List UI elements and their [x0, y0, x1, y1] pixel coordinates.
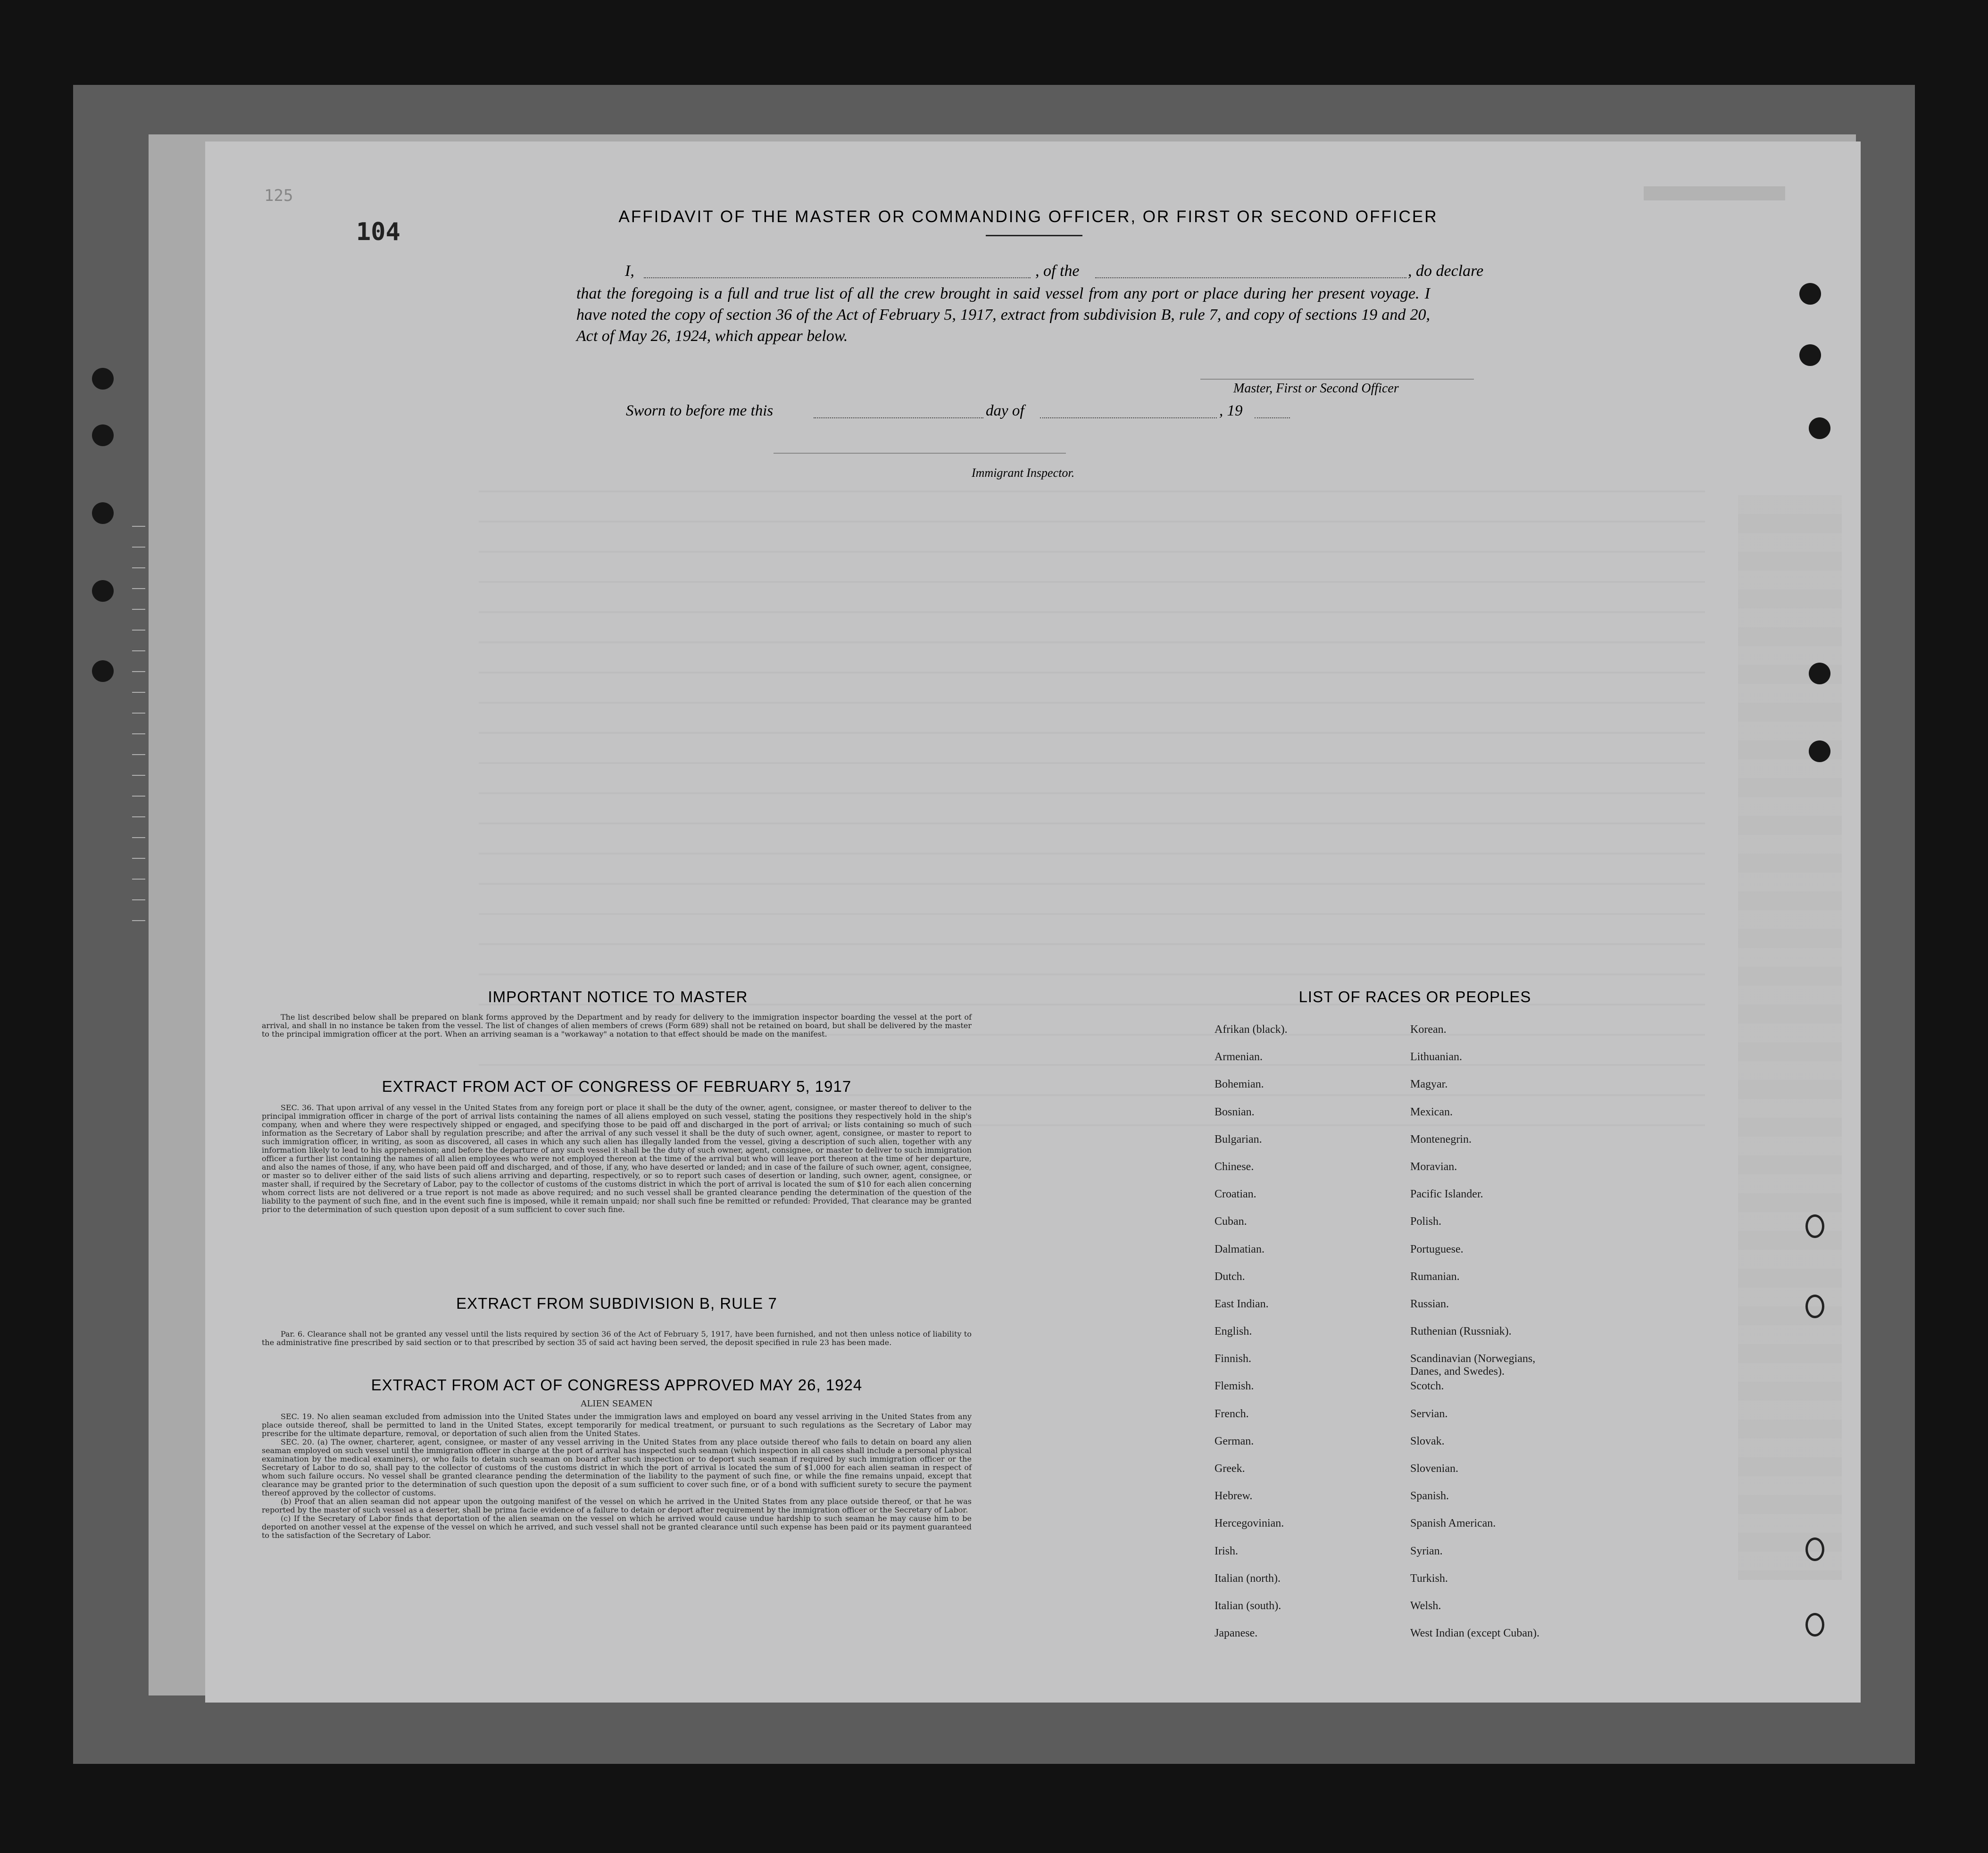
race-entry: Turkish. — [1410, 1572, 1448, 1585]
punch-hole-right-2 — [1799, 344, 1821, 366]
race-entry: Spanish. — [1410, 1490, 1449, 1503]
inspector-label: Immigrant Inspector. — [972, 466, 1075, 480]
race-entry: Dalmatian. — [1214, 1243, 1264, 1255]
race-entry: Croatian. — [1214, 1188, 1256, 1201]
extract-1924-text — [262, 1413, 972, 1540]
race-entry: Chinese. — [1214, 1160, 1254, 1173]
rule7-text — [262, 1330, 972, 1347]
race-entry: Portuguese. — [1410, 1243, 1464, 1255]
affidavit-body — [576, 283, 1430, 347]
race-entry: Scandinavian (Norwegians, Danes, and Swedes). — [1410, 1353, 1536, 1378]
punch-hole-left-4 — [92, 580, 114, 602]
race-entry: Spanish American. — [1410, 1517, 1496, 1530]
race-entry: Hebrew. — [1214, 1490, 1253, 1503]
race-entry: West Indian (except Cuban). — [1410, 1627, 1539, 1640]
race-entry: Bulgarian. — [1214, 1133, 1262, 1146]
sec-20c-paragraph: (c) If the Secretary of Labor finds that deportation of the alien seaman on the vessel on which he arrived would cause undue hardship to such seaman he may cause him to be deported on another vessel at the expense of the vessel on which he arrived, and such vessel shall not be granted clearance until such expense has been paid or its payment guaranteed to the satisfaction of the Secretary of Labor. — [262, 1514, 972, 1540]
sworn-month-blank[interactable] — [1040, 417, 1217, 418]
rule7-title: EXTRACT FROM SUBDIVISION B, RULE 7 — [456, 1295, 777, 1312]
race-entry: English. — [1214, 1325, 1252, 1338]
race-entry: Welsh. — [1410, 1599, 1441, 1612]
race-entry: Scotch. — [1410, 1380, 1444, 1393]
race-entry: Hercegovinian. — [1214, 1517, 1284, 1530]
affidavit-declare: , do declare — [1408, 262, 1484, 280]
notice-text — [262, 1013, 972, 1039]
race-entry: Italian (north). — [1214, 1572, 1281, 1585]
day-of-label: day of — [986, 402, 1024, 419]
title-underline — [986, 235, 1082, 236]
punch-hole-left-1 — [92, 368, 114, 390]
inspector-signature-line[interactable] — [774, 453, 1066, 454]
sworn-label: Sworn to before me this — [626, 402, 774, 419]
punch-hole-ring-3 — [1805, 1537, 1824, 1561]
race-entry: Syrian. — [1410, 1545, 1443, 1557]
race-entry: Dutch. — [1214, 1270, 1245, 1283]
affidavit-body-text: that the foregoing is a full and true list of all the crew brought in said vessel from any port or place during her present voyage. I have noted the copy of section 36 of the Act of February 5, 1917, extract from subdivision B, rule 7, and copy of sections 19 and 20, Act of May 26, 1924, which appear below. — [576, 285, 1430, 345]
name-blank[interactable] — [644, 277, 1031, 278]
race-entry: Flemish. — [1214, 1380, 1254, 1393]
notice-paragraph: The list described below shall be prepared on blank forms approved by the Department and by ready for delivery to the immigration inspector boarding the vessel at the port of arrival, and shall in no instance be taken from the vessel. The list of changes of alien members of crews (Form 689) shall not be retained on board, but shall be delivered by the master to the principal immigration officer at the port. When an arriving seaman is a "workaway" a notation to that effect should be made on the manifest. — [262, 1013, 972, 1039]
race-entry: Greek. — [1214, 1462, 1245, 1475]
affidavit-i-label: I, — [625, 262, 634, 280]
ledger-edge — [132, 526, 145, 941]
affidavit-of-the: , of the — [1035, 262, 1080, 280]
race-entry: French. — [1214, 1407, 1249, 1420]
extract-1917-title: EXTRACT FROM ACT OF CONGRESS OF FEBRUARY 5, 1917 — [382, 1078, 852, 1095]
race-entry: Irish. — [1214, 1545, 1238, 1557]
race-entry: Rumanian. — [1410, 1270, 1460, 1283]
race-entry: Armenian. — [1214, 1051, 1263, 1064]
page-number-stamp: 104 — [356, 218, 400, 246]
race-entry: Cuban. — [1214, 1215, 1247, 1228]
punch-hole-right-4 — [1809, 663, 1830, 684]
extract-1917-text — [262, 1104, 972, 1214]
ghost-stamp: 125 — [264, 186, 293, 205]
bleed-through-mark — [1644, 186, 1785, 200]
races-right-column — [1410, 1023, 1674, 1654]
race-entry: Slovak. — [1410, 1435, 1445, 1447]
section-36-paragraph: SEC. 36. That upon arrival of any vessel in the United States from any foreign port or place it shall be the duty of the owner, agent, consignee, or master thereof to deliver to the principal immigration officer in charge of the port of arrival lists containing the names of all aliens employed on such vessel, stating the positions they respectively hold in the ship's company, when and where they were respectively shipped or engaged, and specifying those to be paid off and discharged in the port of arrival; or lists containing so much of such information as the Secretary of Labor shall by regulation prescribe; and after the arrival of any such vessel it shall be the duty of such owner, agent, consignee, or master to report to such immigration officer, in writing, as soon as discovered, all cases in which any such alien has illegally landed from the vessel, giving a description of such alien, together with any information likely to lead to his apprehension; and before the departure of any such vessel it shall be the duty of such owner, agent, consignee, or master to deliver to such immigration officer a further list containing the names of all alien employees who were not employed thereon at the time of the arrival but who will leave port thereon at the time of her departure, and also the names of those, if any, who have been paid off and discharged, and of those, if any, who have deserted or landed; and in case of the failure of such owner, agent, consignee, or master so to deliver either of the said lists of such aliens arriving and departing, respectively, or so to report such cases of desertion or landing, such owner, agent, consignee, or master shall, if required by the Secretary of Labor, pay to the collector of customs of the customs district in which the port of arrival is located the sum of $10 for each alien concerning whom correct lists are not delivered or a true report is not made as above required; and no such vessel shall be granted clearance pending the determination of the question of the liability to the payment of such fine, and in the event such fine is imposed, while it remain unpaid; nor shall such fine be remitted or refunded: Provided, That clearance may be granted prior to the determination of such question upon deposit of a sum sufficient to cover such fine. — [262, 1103, 972, 1214]
sworn-year-blank[interactable] — [1255, 417, 1290, 418]
punch-hole-right-5 — [1809, 740, 1830, 762]
year-label: , 19 — [1219, 402, 1243, 419]
race-entry: Lithuanian. — [1410, 1051, 1462, 1064]
punch-hole-ring-4 — [1805, 1613, 1824, 1637]
race-entry: Pacific Islander. — [1410, 1188, 1483, 1201]
race-entry: Ruthenian (Russniak). — [1410, 1325, 1512, 1338]
bleed-through-column — [1738, 495, 1842, 1580]
sec-19-paragraph: SEC. 19. No alien seaman excluded from admission into the United States under the immigration laws and employed on board any vessel arriving in the United States from any place outside thereof, shall be permitted to land in the United States, except temporarily for medical treatment, or pursuant to such regulations as the Secretary of Labor may prescribe for the ultimate departure, removal, or deportation of such alien from the United States. — [262, 1412, 972, 1438]
punch-hole-right-3 — [1809, 417, 1830, 439]
punch-hole-right-1 — [1799, 283, 1821, 305]
race-entry: Slovenian. — [1410, 1462, 1458, 1475]
extract-1924-title: EXTRACT FROM ACT OF CONGRESS APPROVED MAY 26, 1924 — [371, 1376, 863, 1394]
race-entry: Polish. — [1410, 1215, 1442, 1228]
punch-hole-left-3 — [92, 502, 114, 524]
race-entry: Korean. — [1410, 1023, 1447, 1036]
races-left-column — [1214, 1023, 1380, 1654]
race-entry: Japanese. — [1214, 1627, 1258, 1640]
race-entry: Afrikan (black). — [1214, 1023, 1288, 1036]
race-entry: German. — [1214, 1435, 1254, 1447]
master-signature-line[interactable] — [1200, 379, 1474, 380]
punch-hole-left-5 — [92, 660, 114, 682]
race-entry: Russian. — [1410, 1297, 1449, 1310]
race-entry: Bohemian. — [1214, 1078, 1264, 1091]
master-label: Master, First or Second Officer — [1233, 381, 1399, 396]
sec-20a-paragraph: SEC. 20. (a) The owner, charterer, agent, consignee, or master of any vessel arriving in the United States from any place outside thereof who fails to detain on board any alien seaman employed on such vessel until the immigration officer in charge at the port of arrival has inspected such seaman (which inspection in all cases shall include a personal physical examination by the medical examiners), or who fails to detain such seaman on board after such inspection or to deport such seaman if required by such immigration officer or the Secretary of Labor to do so, shall pay to the collector of customs of the customs district in which the port of arrival is located the sum of $1,000 for each alien seaman in respect of whom such failure occurs. No vessel shall be granted clearance pending the determination of the liability to the payment of such fine, or while the fine remains unpaid, except that clearance may be granted prior to the determination of such question upon the deposit of a sum sufficient to cover such fine, or of a bond with sufficient surety to secure the payment thereof approved by the collector of customs. — [262, 1438, 972, 1497]
vessel-blank[interactable] — [1095, 277, 1406, 278]
race-entry: Moravian. — [1410, 1160, 1457, 1173]
race-entry: Finnish. — [1214, 1353, 1252, 1365]
race-entry: Italian (south). — [1214, 1599, 1281, 1612]
alien-seamen-subtitle: ALIEN SEAMEN — [581, 1399, 653, 1409]
rule7-paragraph: Par. 6. Clearance shall not be granted any vessel until the lists required by section 36 of the Act of February 5, 1917, have been furnished, and not then unless notice of liability to the administrative fine prescribed by said section or to that prescribed by section 35 of said act having been served, the deposit specified in rule 23 has been made. — [262, 1330, 972, 1347]
race-entry: Montenegrin. — [1410, 1133, 1472, 1146]
sec-20b-paragraph: (b) Proof that an alien seaman did not appear upon the outgoing manifest of the vessel on which he arrived in the United States from any place outside thereof, or that he was reported by the master of such vessel as a deserter, shall be prima facie evidence of a failure to detain or deport after requirement by the immigration officer or the Secretary of Labor. — [262, 1497, 972, 1514]
sworn-day-blank[interactable] — [814, 417, 983, 418]
race-entry: Bosnian. — [1214, 1105, 1255, 1118]
affidavit-title: AFFIDAVIT OF THE MASTER OR COMMANDING OFFICER, OR FIRST OR SECOND OFFICER — [618, 208, 1438, 226]
punch-hole-left-2 — [92, 424, 114, 446]
race-entry: East Indian. — [1214, 1297, 1269, 1310]
punch-hole-ring-2 — [1805, 1295, 1824, 1318]
notice-title: IMPORTANT NOTICE TO MASTER — [488, 988, 748, 1005]
race-entry: Servian. — [1410, 1407, 1448, 1420]
race-entry: Magyar. — [1410, 1078, 1448, 1091]
punch-hole-ring-1 — [1805, 1214, 1824, 1238]
races-title: LIST OF RACES OR PEOPLES — [1298, 988, 1531, 1005]
race-entry: Mexican. — [1410, 1105, 1453, 1118]
